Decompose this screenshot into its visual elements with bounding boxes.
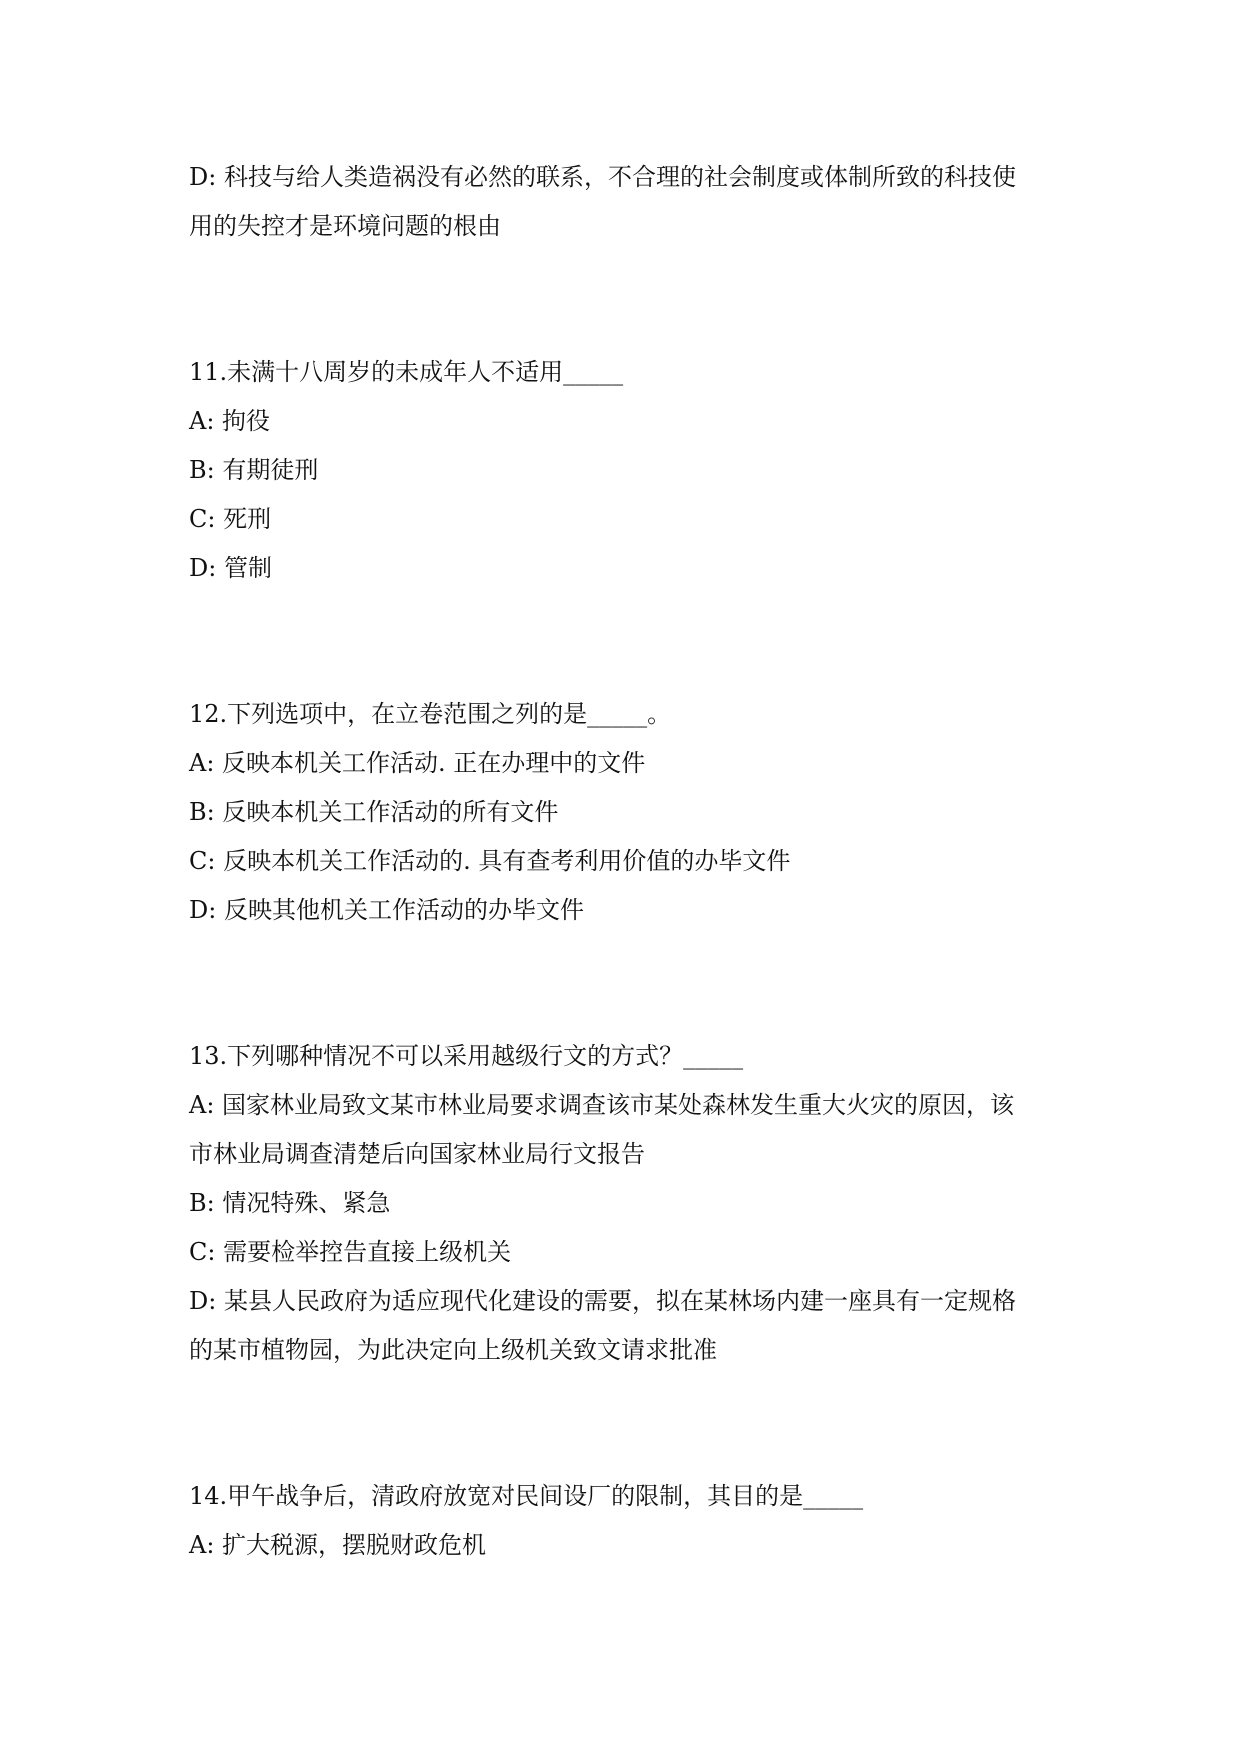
q12-option-a: A: 反映本机关工作活动. 正在办理中的文件 — [189, 749, 646, 777]
q11-option-a: A: 拘役 — [189, 407, 271, 435]
q12-option-c: C: 反映本机关工作活动的. 具有查考利用价值的办毕文件 — [189, 847, 791, 875]
q11-option-c: C: 死刑 — [189, 505, 272, 533]
q13-option-b: B: 情况特殊、紧急 — [189, 1189, 391, 1217]
q11-option-d: D: 管制 — [189, 554, 272, 582]
q12-option-d: D: 反映其他机关工作活动的办毕文件 — [189, 896, 584, 924]
q10-option-d-line1: D: 科技与给人类造祸没有必然的联系，不合理的社会制度或体制所致的科技使 — [189, 163, 1016, 191]
q11-question: 11.未满十八周岁的未成年人不适用_____ — [189, 358, 624, 386]
q13-option-d-line1: D: 某县人民政府为适应现代化建设的需要，拟在某林场内建一座具有一定规格 — [189, 1287, 1016, 1315]
q13-option-c: C: 需要检举控告直接上级机关 — [189, 1238, 512, 1266]
q13-option-d-line2: 的某市植物园，为此决定向上级机关致文请求批准 — [189, 1336, 717, 1364]
q13-question: 13.下列哪种情况不可以采用越级行文的方式？_____ — [189, 1042, 744, 1070]
q11-option-b: B: 有期徒刑 — [189, 456, 319, 484]
q12-option-b: B: 反映本机关工作活动的所有文件 — [189, 798, 559, 826]
q14-option-a: A: 扩大税源，摆脱财政危机 — [189, 1531, 487, 1559]
q12-question: 12.下列选项中，在立卷范围之列的是_____。 — [189, 700, 672, 728]
q13-option-a-line2: 市林业局调查清楚后向国家林业局行文报告 — [189, 1140, 645, 1168]
q10-option-d-line2: 用的失控才是环境问题的根由 — [189, 212, 501, 240]
q13-option-a-line1: A: 国家林业局致文某市林业局要求调查该市某处森林发生重大火灾的原因，该 — [189, 1091, 1015, 1119]
q14-question: 14.甲午战争后，清政府放宽对民间设厂的限制，其目的是_____ — [189, 1482, 864, 1510]
